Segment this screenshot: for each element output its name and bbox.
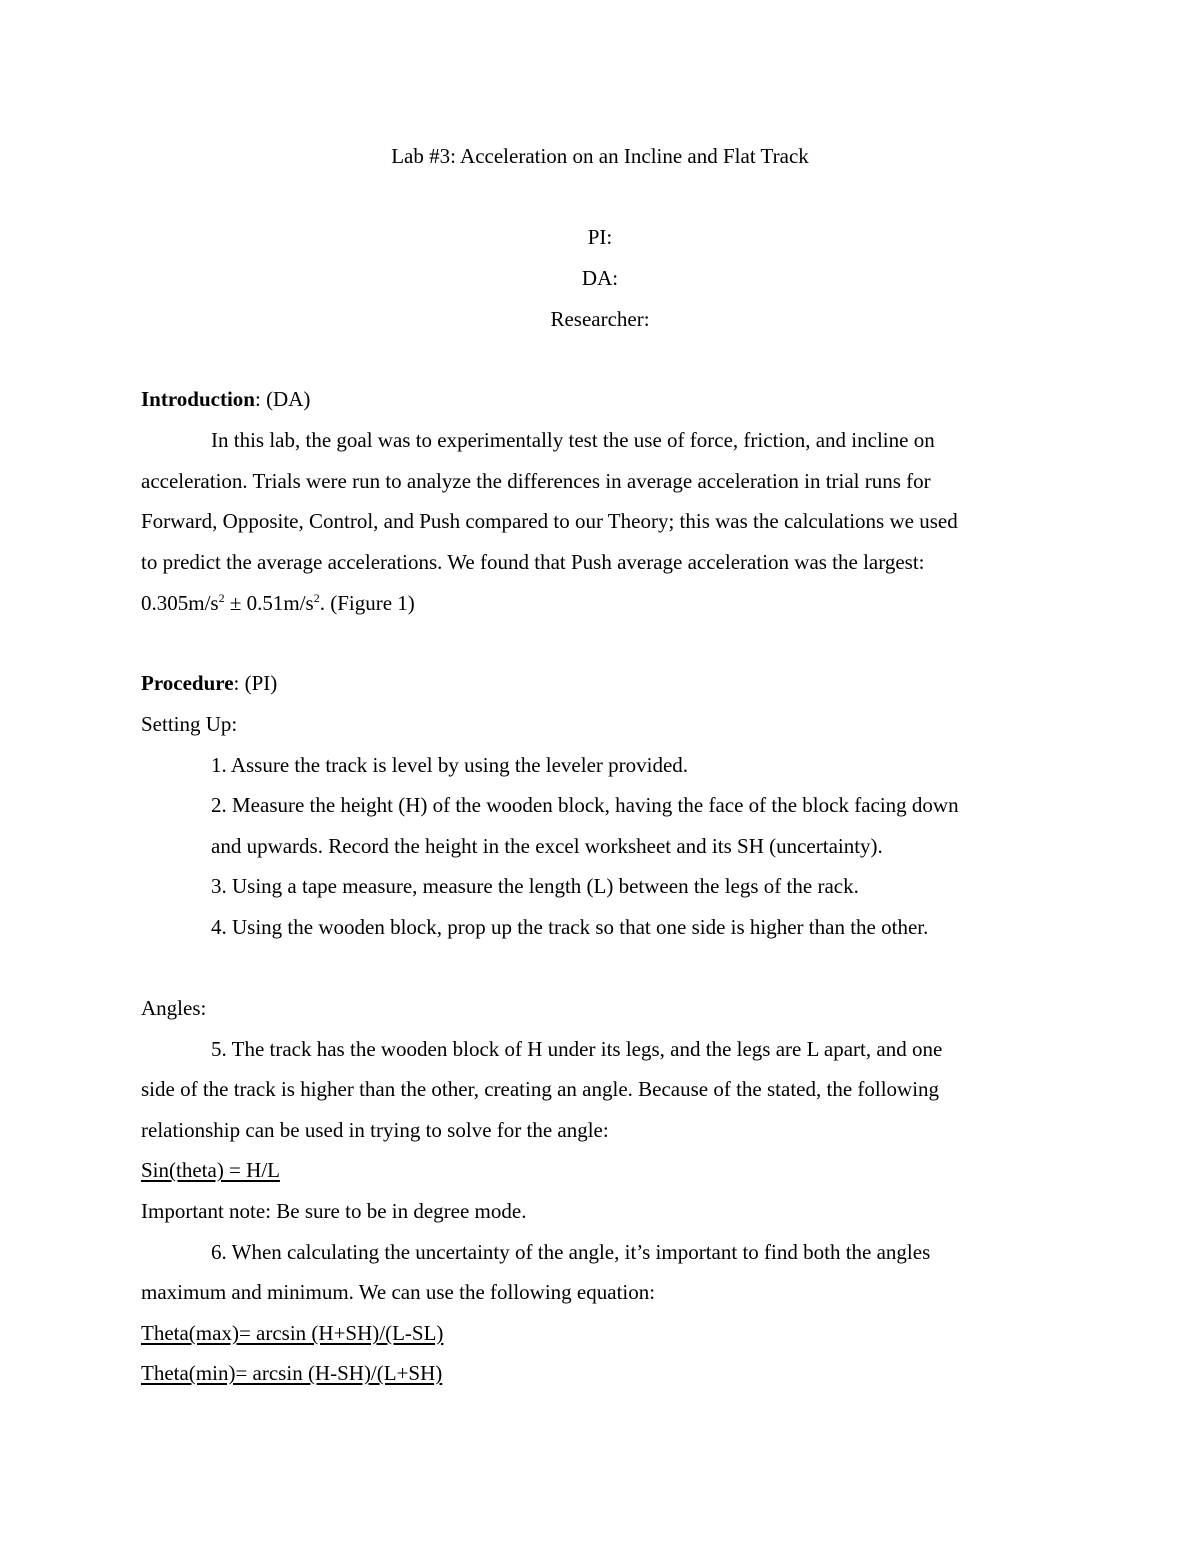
role-pi: PI: [587,225,613,249]
important-note: Important note: Be sure to be in degree mode. [141,1199,527,1223]
intro-line-2: acceleration. Trials were run to analyze the differences in average acceleration in trial runs for [141,469,931,493]
procedure-role: : (PI) [233,671,278,695]
introduction-heading: Introduction [141,387,255,411]
setup-label: Setting Up: [141,712,238,736]
step-4: 4. Using the wooden block, prop up the track so that one side is higher than the other. [211,915,929,939]
result-exponent-2: 2 [313,591,320,605]
step-6: 6. When calculating the uncertainty of the angle, it’s important to find both the angles [211,1240,931,1264]
step-2-continued: and upwards. Record the height in the excel worksheet and its SH (uncertainty). [211,834,883,858]
document-title: Lab #3: Acceleration on an Incline and Flat Track [391,144,809,168]
intro-line-1: In this lab, the goal was to experimentally test the use of force, friction, and incline on [211,428,935,452]
result-uncertainty: ± 0.51m/s [224,591,314,615]
angles-label: Angles: [141,996,207,1020]
formula-theta-max: Theta(max)= arcsin (H+SH)/(L-SL) [141,1321,444,1345]
role-da: DA: [581,266,619,290]
step-1: 1. Assure the track is level by using the leveler provided. [211,753,689,777]
step-2: 2. Measure the height (H) of the wooden block, having the face of the block facing down [211,793,959,817]
role-researcher: Researcher: [550,307,650,331]
introduction-role: : (DA) [254,387,311,411]
formula-theta-min: Theta(min)= arcsin (H-SH)/(L+SH) [141,1361,443,1385]
intro-line-4: to predict the average accelerations. We found that Push average acceleration was the largest: [141,550,925,574]
step-5-line-3: relationship can be used in trying to solve for the angle: [141,1118,609,1142]
step-5: 5. The track has the wooden block of H under its legs, and the legs are L apart, and one [211,1037,943,1061]
step-6-line-2: maximum and minimum. We can use the following equation: [141,1280,656,1304]
procedure-heading: Procedure [141,671,234,695]
introduction-heading-line [141,389,310,410]
formula-sin: Sin(theta) = H/L [141,1158,280,1182]
result-figure-ref: . (Figure 1) [319,591,415,615]
procedure-heading-line [141,673,277,694]
result-exponent-1: 2 [218,591,225,605]
result-value: 0.305m/s [141,591,219,615]
intro-line-3: Forward, Opposite, Control, and Push compared to our Theory; this was the calculations we used [141,509,958,533]
step-3: 3. Using a tape measure, measure the length (L) between the legs of the rack. [211,874,859,898]
step-5-line-2: side of the track is higher than the other, creating an angle. Because of the stated, the following [141,1077,940,1101]
intro-result-line [141,593,415,614]
